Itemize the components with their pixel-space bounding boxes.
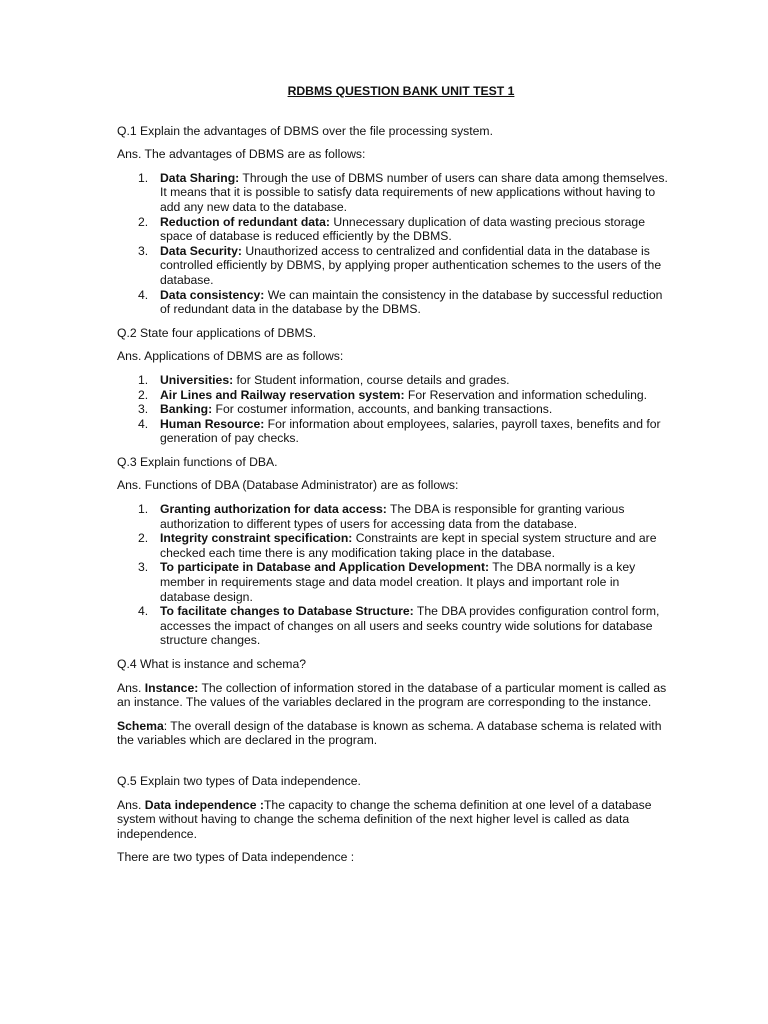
question-4: Q.4 What is instance and schema?	[117, 657, 307, 671]
list-item	[117, 560, 668, 604]
answer-3-intro: Ans. Functions of DBA (Database Administrator) are as follows:	[117, 478, 459, 493]
instance-term: Instance:	[144, 680, 199, 695]
answer-prefix: Ans.	[117, 680, 145, 695]
answer-5-types-intro: There are two types of Data independence :	[117, 850, 355, 865]
list-number: 2.	[138, 214, 149, 229]
list-text: The DBA is responsible for granting various authorization to different types of users for accessing data from the database.	[160, 502, 625, 531]
data-independence-term: Data independence :	[144, 797, 264, 812]
list-term: Banking:	[160, 402, 213, 417]
list-term: To facilitate changes to Database Structure:	[160, 604, 414, 619]
spacer	[117, 757, 668, 774]
question-1: Q.1 Explain the advantages of DBMS over the file processing system.	[117, 123, 493, 138]
list-text: The DBA provides configuration control form, accesses the impact of changes on all users and seeks country wide solutions for database structure changes.	[160, 604, 660, 648]
list-text: For information about employees, salaries, payroll taxes, benefits and for generation of pay checks.	[160, 416, 661, 446]
answer-5	[117, 798, 668, 842]
list-number: 4.	[138, 416, 149, 431]
list-item	[117, 531, 668, 560]
list-term: Human Resource:	[160, 416, 265, 431]
question-3: Q.3 Explain functions of DBA.	[117, 454, 278, 469]
list-number: 2.	[138, 531, 149, 546]
schema-term: Schema	[117, 718, 164, 733]
list-term: Air Lines and Railway reservation system:	[160, 387, 405, 402]
list-item	[117, 388, 668, 403]
list-text: For costumer information, accounts, and banking transactions.	[212, 402, 553, 417]
list-term: Data consistency:	[160, 287, 265, 302]
list-item	[117, 417, 668, 446]
list-number: 1.	[138, 502, 149, 517]
list-item	[117, 244, 668, 288]
answer-1-list	[117, 171, 668, 317]
answer-3-list	[117, 502, 668, 648]
list-term: To participate in Database and Application Development:	[160, 560, 490, 575]
list-term: Integrity constraint specification:	[160, 531, 353, 546]
list-term: Data Security:	[160, 243, 242, 258]
question-2: Q.2 State four applications of DBMS.	[117, 325, 317, 340]
list-text: Through the use of DBMS number of users can share data among themselves. It means that it is possible to satisfy data requirements of new applications without having to add any new data to the database.	[160, 170, 668, 214]
question-5: Q.5 Explain two types of Data independence.	[117, 773, 361, 788]
list-number: 3.	[138, 560, 149, 575]
list-number: 1.	[138, 170, 149, 185]
list-text: For Reservation and information scheduling.	[404, 387, 648, 402]
list-item	[117, 402, 668, 417]
list-number: 1.	[138, 372, 149, 387]
list-number: 3.	[138, 243, 149, 258]
list-text: for Student information, course details and grades.	[233, 372, 510, 387]
list-text: We can maintain the consistency in the database by successful reduction of redundant data in the database by the DBMS.	[160, 287, 663, 317]
list-item	[117, 502, 668, 531]
list-item	[117, 604, 668, 648]
list-item	[117, 288, 668, 317]
list-text: Constraints are kept in special system structure and are checked each time there is any modification taking place in the database.	[160, 531, 657, 560]
list-term: Granting authorization for data access:	[160, 502, 387, 517]
list-item	[117, 171, 668, 215]
list-term: Universities:	[160, 372, 234, 387]
list-text: Unnecessary duplication of data wasting precious storage space of database is reduced efficiently by the DBMS.	[160, 214, 645, 244]
answer-prefix: Ans.	[117, 797, 145, 812]
list-text: Unauthorized access to centralized and confidential data in the database is controlled efficiently by DBMS, by applying proper authentication schemes to the users of the database.	[160, 243, 662, 287]
answer-4-instance	[117, 681, 668, 710]
list-item	[117, 373, 668, 388]
answer-1-intro: Ans. The advantages of DBMS are as follows:	[117, 147, 366, 162]
schema-text: : The overall design of the database is known as schema. A database schema is related with the variables which are declared in the program.	[117, 718, 662, 748]
list-number: 4.	[138, 604, 149, 619]
list-text: The DBA normally is a key member in requirements stage and data model creation. It plays and important role in database design.	[160, 560, 636, 604]
document-title: RDBMS QUESTION BANK UNIT TEST 1	[287, 84, 515, 98]
answer-2-list	[117, 373, 668, 446]
list-number: 4.	[138, 287, 149, 302]
instance-text: The collection of information stored in the database of a particular moment is called as an instance. The values of the variables declared in the program are corresponding to the instance.	[117, 680, 667, 710]
list-item	[117, 215, 668, 244]
answer-2-intro: Ans. Applications of DBMS are as follows:	[117, 349, 344, 364]
list-term: Data Sharing:	[160, 170, 240, 185]
answer-4-schema	[117, 719, 668, 748]
data-independence-text: The capacity to change the schema definition at one level of a database system without having to change the schema definition of the next higher level is called as data independence.	[117, 797, 652, 841]
list-number: 2.	[138, 387, 149, 402]
list-term: Reduction of redundant data:	[160, 214, 330, 229]
list-number: 3.	[138, 402, 149, 417]
